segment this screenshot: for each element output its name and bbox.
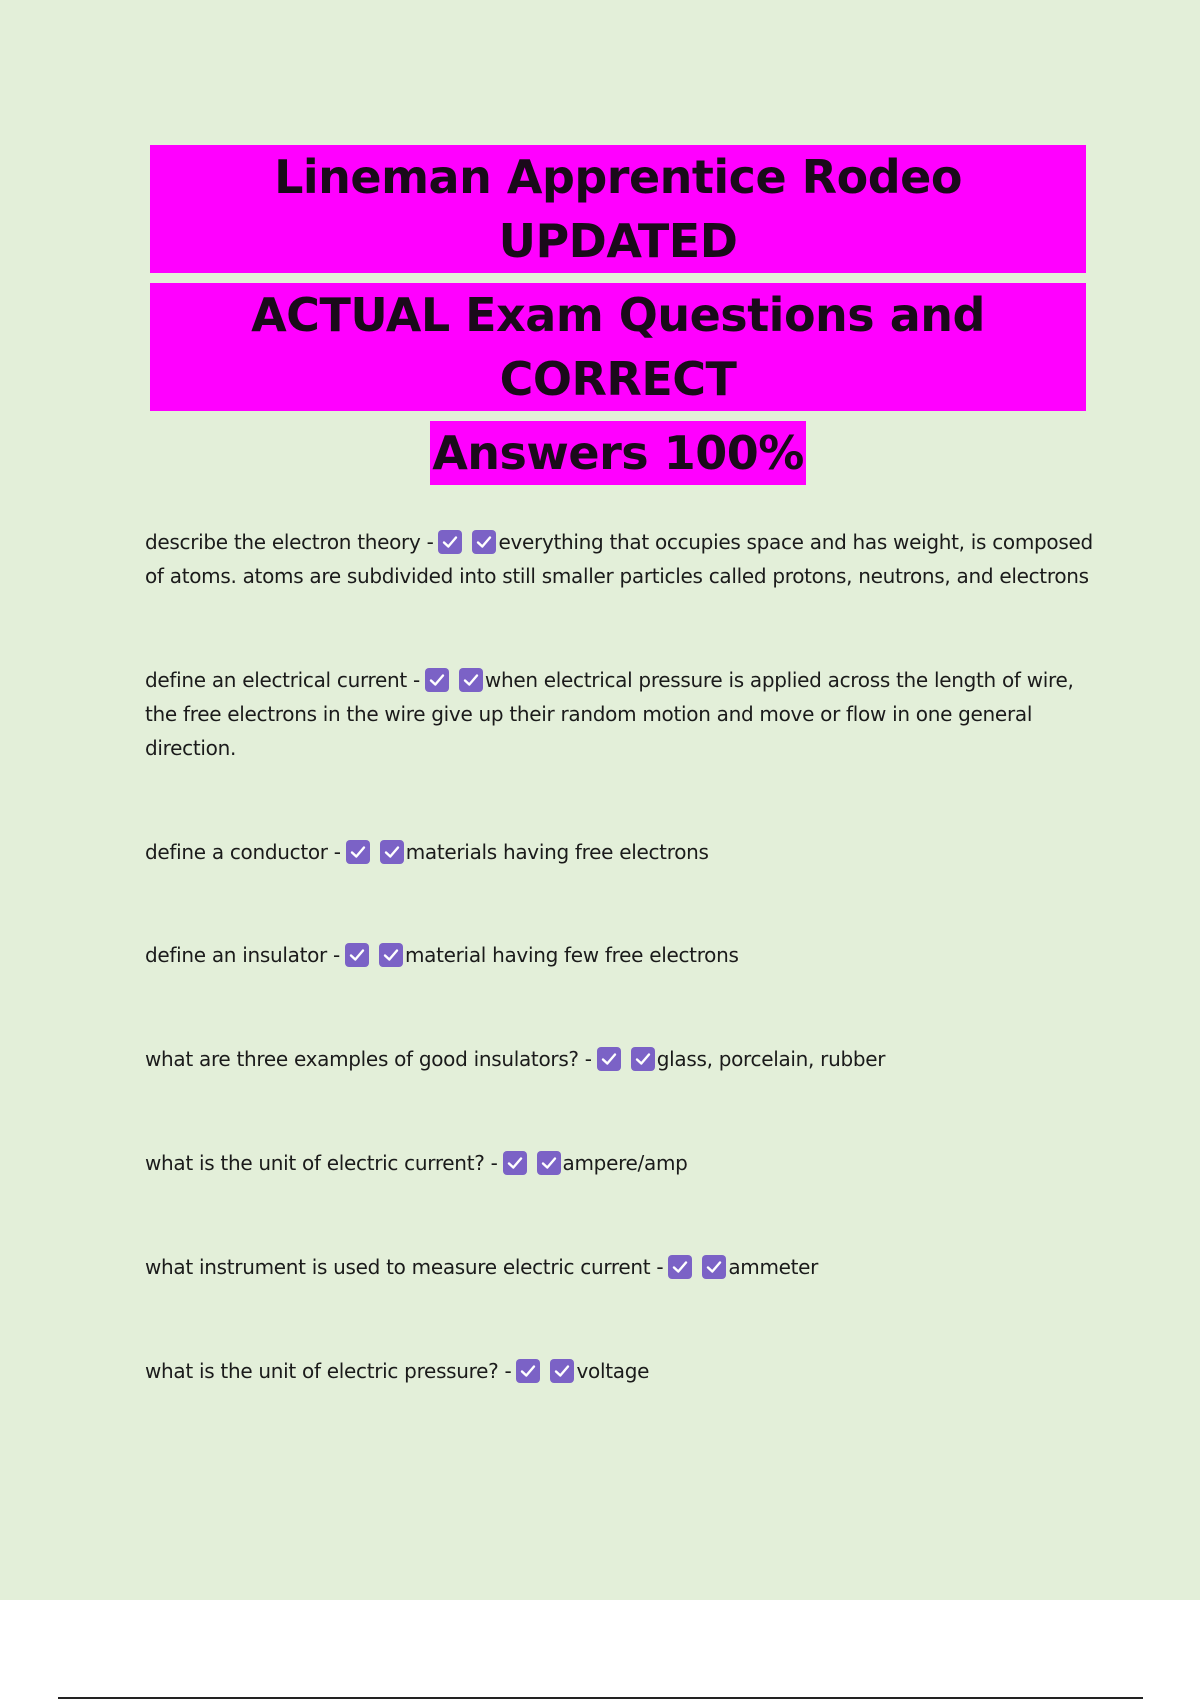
- checkbox-checked-icon: [472, 530, 496, 554]
- answer-text: ampere/amp: [562, 1151, 688, 1175]
- question-text: what is the unit of electric pressure? -: [145, 1359, 512, 1383]
- title-line-3: Answers 100%: [430, 421, 806, 485]
- checkbox-checked-icon: [459, 668, 483, 692]
- answer-text: voltage: [576, 1359, 650, 1383]
- document-title: [150, 140, 1086, 490]
- question-text: what is the unit of electric current? -: [145, 1151, 498, 1175]
- answer-text: everything that occupies space and has weight, is composed of atoms. atoms are subdivided into still smaller particles called protons, neutrons, and electrons: [145, 530, 1093, 588]
- qa-item-electrical-current: [145, 663, 1095, 765]
- checkbox-checked-icon: [503, 1151, 527, 1175]
- title-line-1: Lineman Apprentice Rodeo UPDATED: [150, 145, 1086, 273]
- qa-item-pressure-unit: [145, 1354, 1095, 1388]
- checkbox-checked-icon: [550, 1359, 574, 1383]
- qa-item-current-instrument: [145, 1250, 1095, 1284]
- qa-list: [145, 525, 1095, 1388]
- question-text: what are three examples of good insulators? -: [145, 1047, 592, 1071]
- qa-item-insulator-examples: [145, 1042, 1095, 1076]
- qa-item-conductor: [145, 835, 1095, 869]
- question-text: define a conductor -: [145, 840, 341, 864]
- title-line-2: ACTUAL Exam Questions and CORRECT: [150, 283, 1086, 411]
- checkbox-checked-icon: [380, 840, 404, 864]
- answer-text: materials having free electrons: [405, 840, 709, 864]
- question-text: what instrument is used to measure electric current -: [145, 1255, 664, 1279]
- answer-text: when electrical pressure is applied across the length of wire, the free electrons in the wire give up their random motion and move or flow in one general direction.: [145, 668, 1074, 760]
- checkbox-checked-icon: [631, 1047, 655, 1071]
- checkbox-checked-icon: [346, 840, 370, 864]
- checkbox-checked-icon: [516, 1359, 540, 1383]
- answer-text: ammeter: [728, 1255, 819, 1279]
- checkbox-checked-icon: [438, 530, 462, 554]
- qa-item-current-unit: [145, 1146, 1095, 1180]
- question-text: define an electrical current -: [145, 668, 420, 692]
- checkbox-checked-icon: [537, 1151, 561, 1175]
- question-text: define an insulator -: [145, 943, 340, 967]
- footer-divider: [58, 1697, 1143, 1699]
- checkbox-checked-icon: [668, 1255, 692, 1279]
- qa-item-insulator: [145, 938, 1095, 972]
- checkbox-checked-icon: [702, 1255, 726, 1279]
- qa-item-electron-theory: [145, 525, 1095, 593]
- checkbox-checked-icon: [345, 943, 369, 967]
- checkbox-checked-icon: [379, 943, 403, 967]
- question-text: describe the electron theory -: [145, 530, 434, 554]
- checkbox-checked-icon: [597, 1047, 621, 1071]
- answer-text: material having few free electrons: [404, 943, 739, 967]
- answer-text: glass, porcelain, rubber: [656, 1047, 886, 1071]
- checkbox-checked-icon: [425, 668, 449, 692]
